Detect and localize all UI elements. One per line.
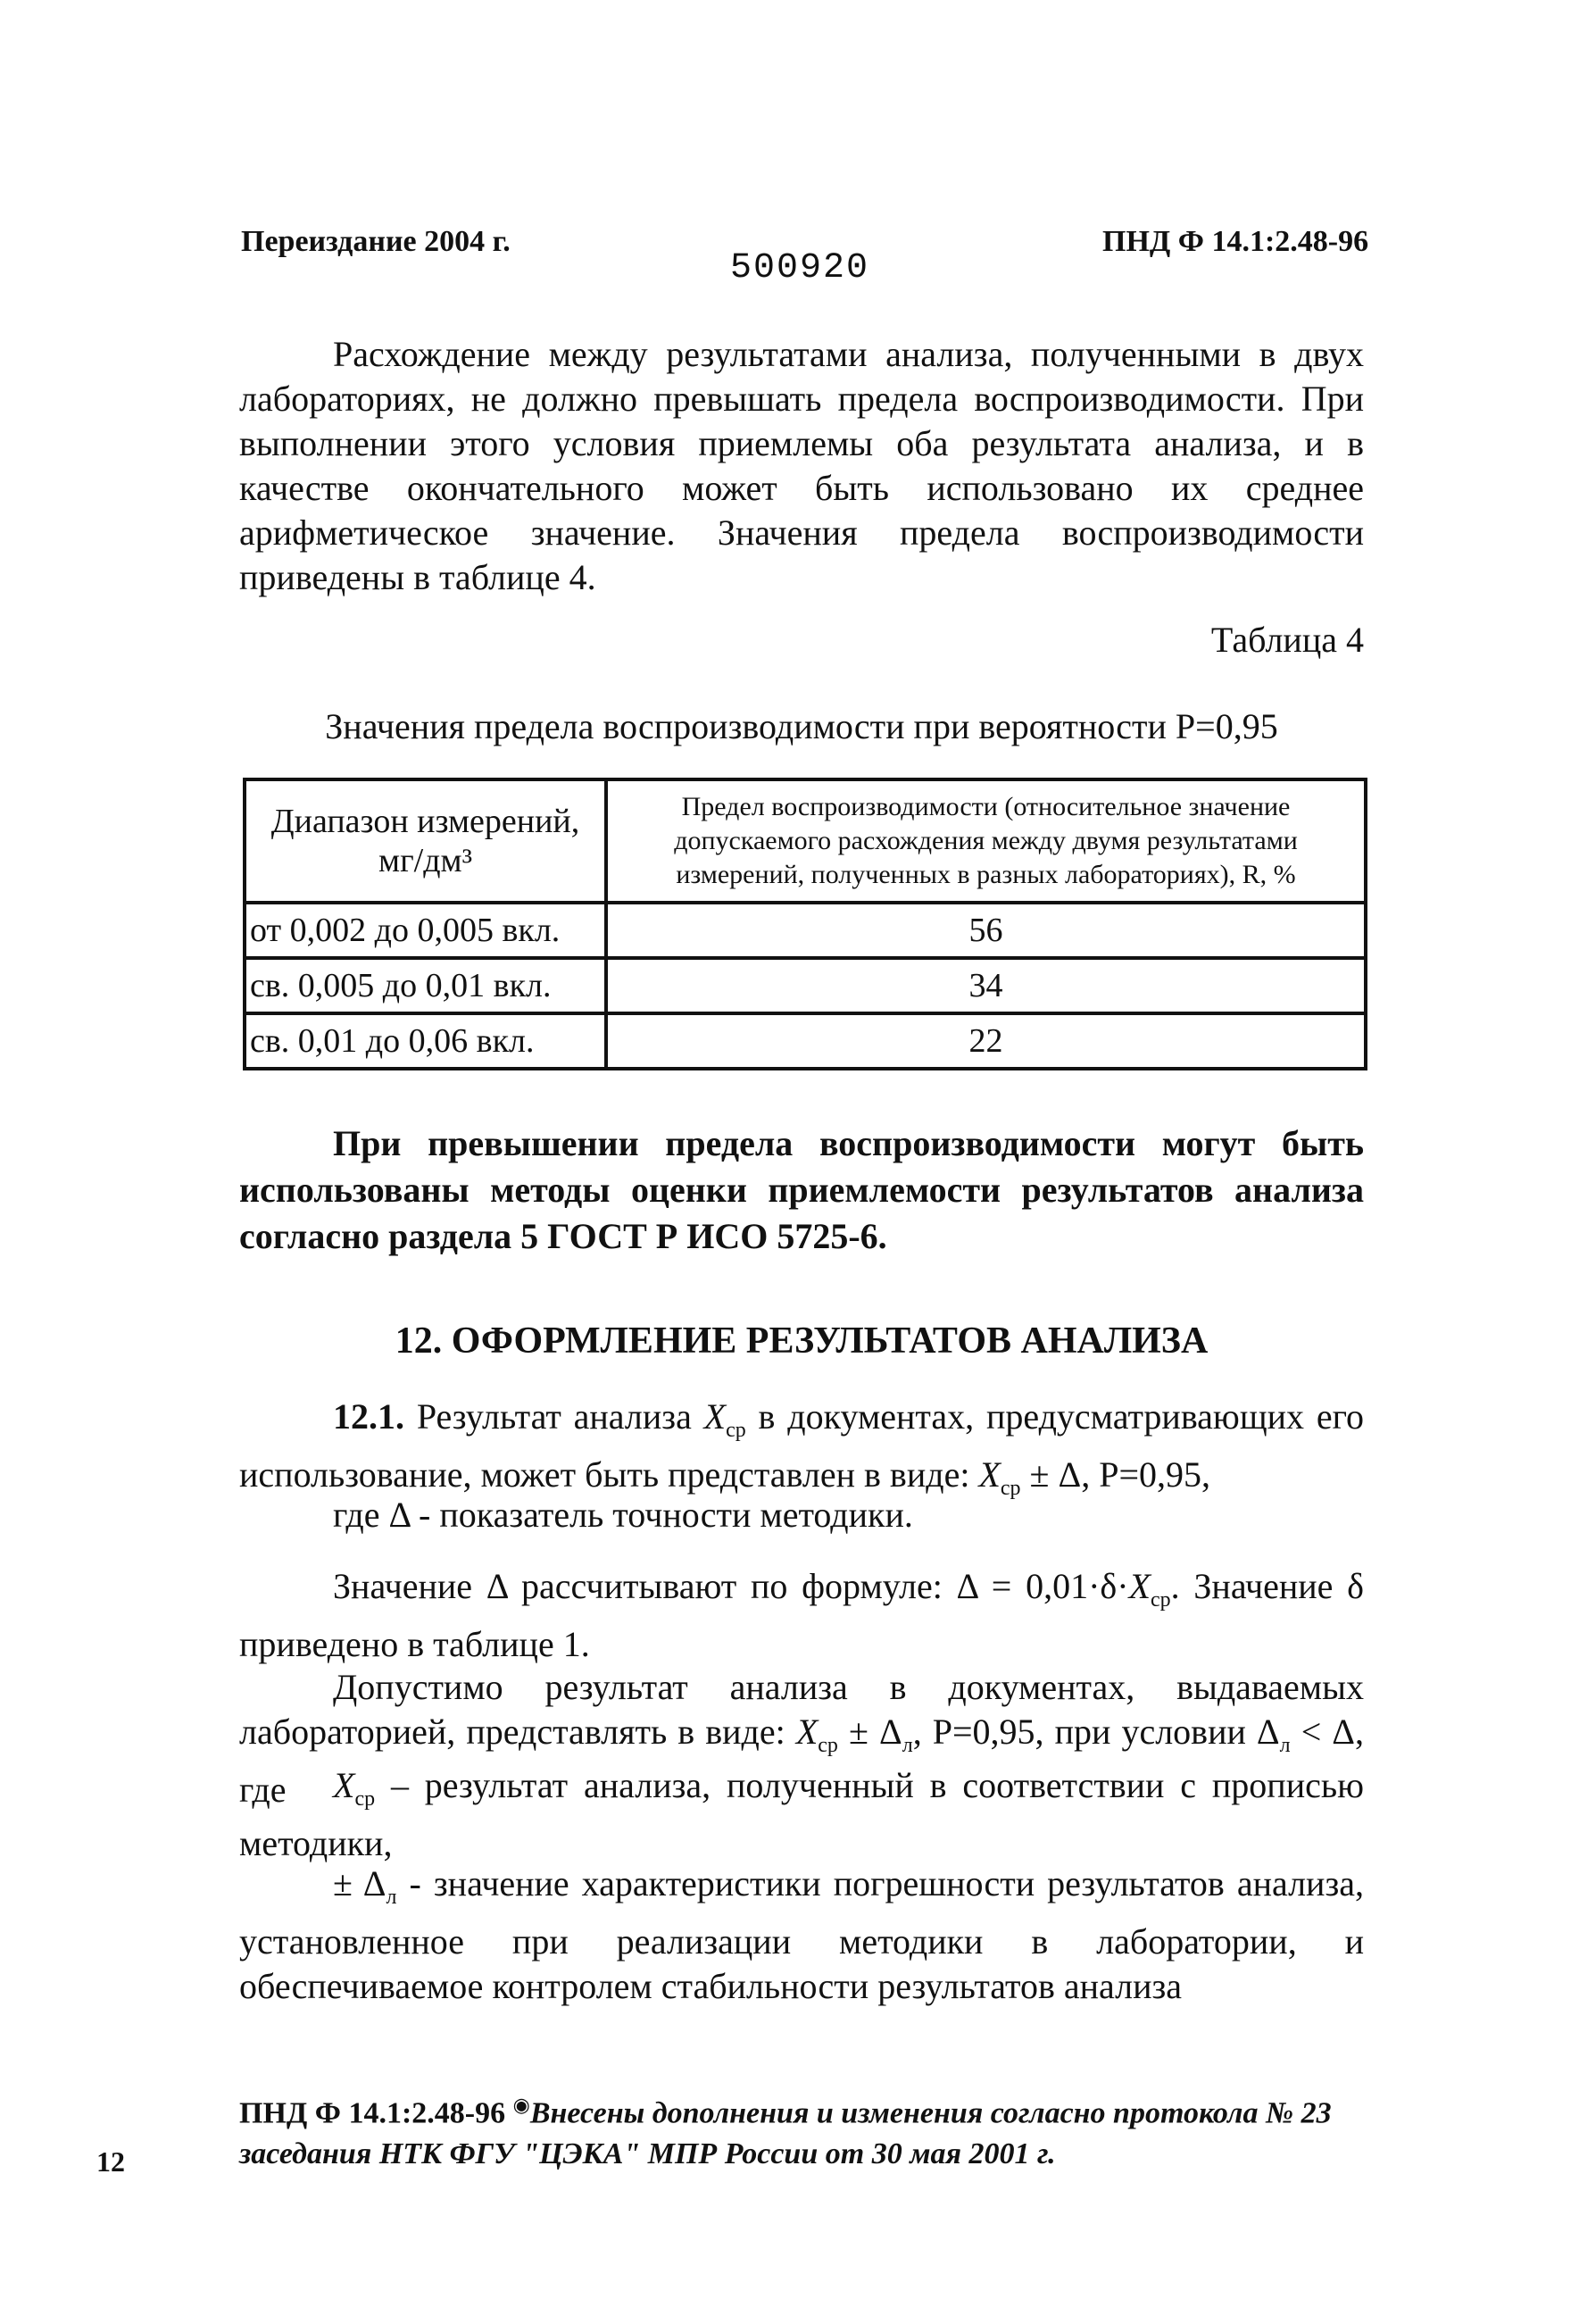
amendment-mark-icon: ◉ bbox=[512, 2094, 530, 2116]
paragraph-xsr-definition bbox=[239, 1763, 1364, 1866]
table-row bbox=[245, 958, 1366, 1013]
clause-number: 12.1. bbox=[333, 1396, 404, 1437]
footnote-doc-id: ПНД Ф 14.1:2.48-96 bbox=[239, 2096, 506, 2130]
text-segment: - значение характеристики погрешности результатов анализа, установленное при реализации методики в лаборатории, и обеспечиваемое контролем стабильности результатов анализа bbox=[239, 1863, 1365, 2006]
table-row bbox=[245, 903, 1366, 958]
text-segment: ± Δ bbox=[848, 1712, 902, 1752]
footnote-text: Внесены дополнения и изменения согласно протокола № 23 bbox=[529, 2096, 1332, 2130]
symbol-x: X bbox=[703, 1396, 727, 1437]
subscript-l: л bbox=[902, 1734, 913, 1757]
text-segment: < Δ, где bbox=[239, 1712, 1365, 1810]
text-segment: Допустимо результат анализа в документах, выдаваемых лабораторией, представлять в виде: bbox=[239, 1667, 1364, 1752]
footnote bbox=[239, 2085, 1400, 2175]
text-segment: – результат анализа, полученный в соответствии с прописью методики, bbox=[239, 1765, 1364, 1863]
cell-range: от 0,002 до 0,005 вкл. bbox=[245, 903, 606, 958]
symbol-x: X bbox=[1128, 1566, 1151, 1606]
cell-value: 34 bbox=[606, 958, 1366, 1013]
subscript-sr: ср bbox=[1000, 1477, 1021, 1500]
paragraph-exceed-limit: При превышении предела воспроизводимости могут быть использованы методы оценки приемлемости результатов анализа согласно раздела 5 ГОСТ Р ИСО 5725-6. bbox=[239, 1123, 1364, 1256]
subscript-sr: ср bbox=[818, 1734, 838, 1757]
reissue-note: Переиздание 2004 г. bbox=[241, 225, 511, 258]
table-row bbox=[245, 1013, 1366, 1069]
subscript-sr: ср bbox=[354, 1787, 376, 1811]
document-id: ПНД Ф 14.1:2.48-96 bbox=[1102, 225, 1369, 258]
cell-range: св. 0,01 до 0,06 вкл. bbox=[245, 1013, 606, 1069]
symbol-x: X bbox=[978, 1454, 1001, 1495]
text-segment: Значение Δ рассчитывают по формуле: Δ = 0,01·δ· bbox=[333, 1566, 1129, 1606]
subscript-sr: ср bbox=[726, 1419, 746, 1442]
document-code: 500920 bbox=[730, 248, 870, 288]
cell-value: 56 bbox=[606, 903, 1366, 958]
paragraph-delta-l-definition: ± $\Delta_л$ - значение характеристики погрешности результатов анализа, установленное при реализации методики в лаборатории, и обеспечиваемое контролем стабильности результатов анализа bbox=[239, 1863, 1365, 2006]
plus-minus-symbol: ± bbox=[333, 1863, 353, 1903]
text-segment: , Р=0,95, при условии Δ bbox=[912, 1712, 1280, 1752]
cell-value: 22 bbox=[606, 1013, 1366, 1069]
symbol-x: X bbox=[795, 1712, 819, 1752]
col-header-limit: Предел воспроизводимости (относительное значение допускаемого расхождения между двумя результатами измерений, полученных в разных лабораториях), R, % bbox=[606, 779, 1366, 903]
cell-range: св. 0,005 до 0,01 вкл. bbox=[245, 958, 606, 1013]
table-label: Таблица 4 bbox=[1210, 620, 1364, 660]
reproducibility-table bbox=[243, 778, 1367, 1070]
symbol-x: X bbox=[333, 1765, 355, 1805]
text-segment: Результат анализа bbox=[416, 1396, 692, 1437]
text-segment: ± Δ, Р=0,95, bbox=[1029, 1454, 1211, 1495]
text-segment: . Значение δ приведено в таблице 1. bbox=[239, 1566, 1364, 1664]
page-number: 12 bbox=[96, 2145, 125, 2178]
paragraph-reproducibility: Расхождение между результатами анализа, полученными в двух лабораториях, не должно превышать предела воспроизводимости. При выполнении этого условия приемлемы оба результата анализа, и в качестве окончательного может быть использовано их среднее арифметическое значение. Значения предела воспроизводимости приведены в таблице 4. bbox=[239, 334, 1364, 597]
table-caption: Значения предела воспроизводимости при вероятности Р=0,95 bbox=[325, 706, 1278, 746]
subscript-sr: ср bbox=[1151, 1588, 1171, 1612]
subscript-l: л bbox=[1279, 1734, 1291, 1757]
delta-definition: где Δ - показатель точности методики. bbox=[333, 1495, 913, 1535]
footnote-text-line2: заседания НТК ФГУ "ЦЭКА" МПР России от 30 мая 2001 г. bbox=[239, 2137, 1056, 2171]
col-header-range: Диапазон измерений, мг/дм³ bbox=[245, 779, 606, 903]
text-segment: в документах, предусматривающих его использование, может быть представлен в виде: bbox=[239, 1396, 1364, 1495]
section-title: 12. ОФОРМЛЕНИЕ РЕЗУЛЬТАТОВ АНАЛИЗА bbox=[395, 1320, 1209, 1362]
table-header-row bbox=[245, 779, 1366, 903]
subscript-l: л bbox=[386, 1886, 397, 1909]
paragraph-formula bbox=[239, 1564, 1364, 1667]
